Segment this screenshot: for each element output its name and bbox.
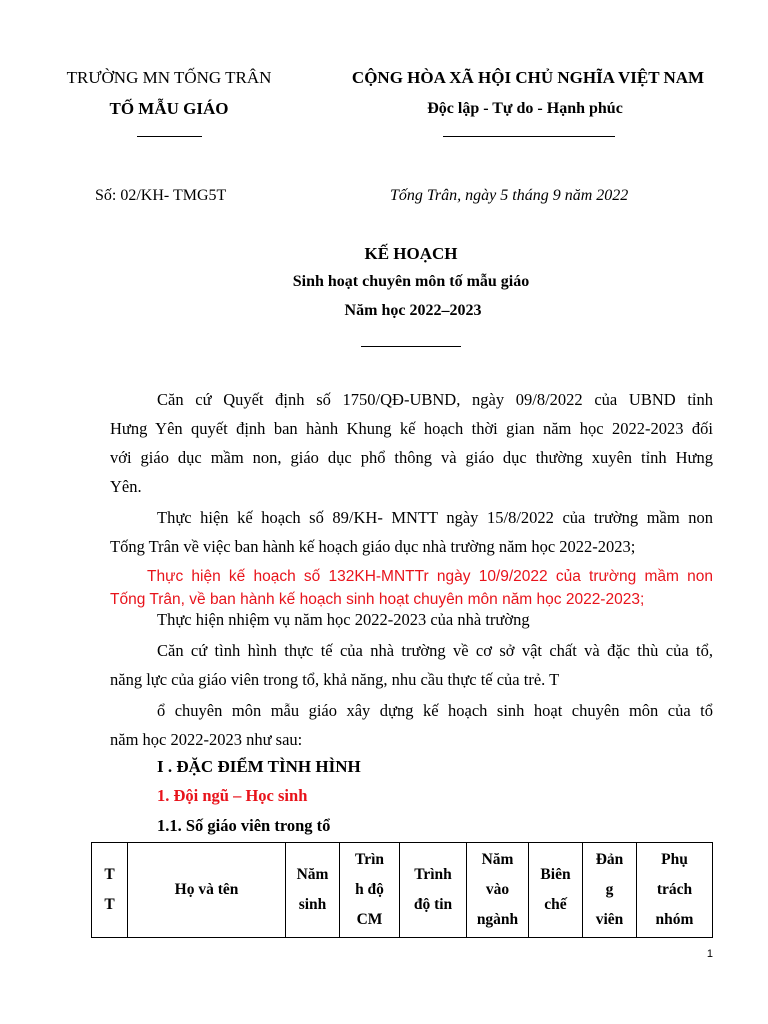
paragraph-line: Căn cứ Quyết định số 1750/QĐ-UBND, ngày 09/8/2022 của UBND tỉnh [157,390,713,409]
document-number: Số: 02/KH- TMG5T [95,187,227,204]
republic-title: CỘNG HÒA XÃ HỘI CHỦ NGHĨA VIỆT NAM [351,68,705,87]
paragraph-legal-basis-2 [110,503,713,561]
school-name: TRƯỜNG MN TỐNG TRÂN [66,68,272,87]
section-heading-1-1: 1. Đội ngũ – Học sinh [157,786,308,805]
paragraph-line: với giáo dục mầm non, giáo dục phổ thông và giáo dục thường xuyên tỉnh Hưng [110,448,713,467]
paragraph-line: Thực hiện kế hoạch số 132KH-MNTTr ngày 10/9/2022 của trường mầm non [147,568,713,585]
column-header: Họ và tên [128,843,286,938]
paragraph-line: Tống Trân về việc ban hành kế hoạch giáo dục nhà trường năm học 2022-2023; [110,537,636,556]
column-header: Trìn h độ CM [340,843,400,938]
paragraph-line: năng lực của giáo viên trong tổ, khả năng, nhu cầu thực tế của trẻ. T [110,670,560,689]
column-header: Biên chế [529,843,583,938]
column-header: Đản g viên [583,843,637,938]
motto: Độc lập - Tự do - Hạnh phúc [427,100,623,117]
section-heading-1-1-1: 1.1. Số giáo viên trong tổ [157,816,331,835]
teacher-table [91,842,713,938]
paragraph-line: ổ chuyên môn mẫu giáo xây dựng kế hoạch sinh hoạt chuyên môn của tổ [157,701,713,720]
plan-year: Năm học 2022–2023 [344,302,482,319]
paragraph-line: năm học 2022-2023 như sau: [110,730,303,749]
paragraph-legal-basis-3 [110,565,713,611]
paragraph-line: Hưng Yên quyết định ban hành Khung kế hoạch thời gian năm học 2022-2023 đối [110,419,713,438]
table-header-row [92,843,713,938]
motto-underline [443,136,615,137]
group-name: TỐ MẪU GIÁO [109,99,229,118]
section-heading-1: I . ĐẶC ĐIỂM TÌNH HÌNH [157,757,361,776]
paragraph-line: Căn cứ tình hình thực tế của nhà trường về cơ sở vật chất và đặc thù của tổ, [157,641,713,660]
group-underline [137,136,202,137]
plan-subtitle: Sinh hoạt chuyên môn tố mẫu giáo [292,273,530,290]
plan-title: KẾ HOẠCH [364,244,458,263]
column-header: Năm vào ngành [467,843,529,938]
paragraph-conclusion [110,696,713,754]
paragraph-legal-basis-1 [110,385,713,501]
page-number: 1 [706,948,713,960]
place-date: Tống Trân, ngày 5 tháng 9 năm 2022 [390,187,629,204]
paragraph-line: Yên. [110,477,142,496]
paragraph-line: Thực hiện nhiệm vụ năm học 2022-2023 của nhà trường [157,610,530,629]
paragraph-line: Tống Trân, về ban hành kế hoạch sinh hoạt chuyên môn năm học 2022-2023; [110,591,645,608]
title-underline [361,346,461,347]
column-header: Năm sinh [286,843,340,938]
column-header: Trình độ tin [400,843,467,938]
column-header: Phụ trách nhóm [637,843,713,938]
paragraph-task [110,607,713,633]
paragraph-situation [110,636,713,694]
paragraph-line: Thực hiện kế hoạch số 89/KH- MNTT ngày 15/8/2022 của trường mầm non [157,508,713,527]
column-header: T T [92,843,128,938]
